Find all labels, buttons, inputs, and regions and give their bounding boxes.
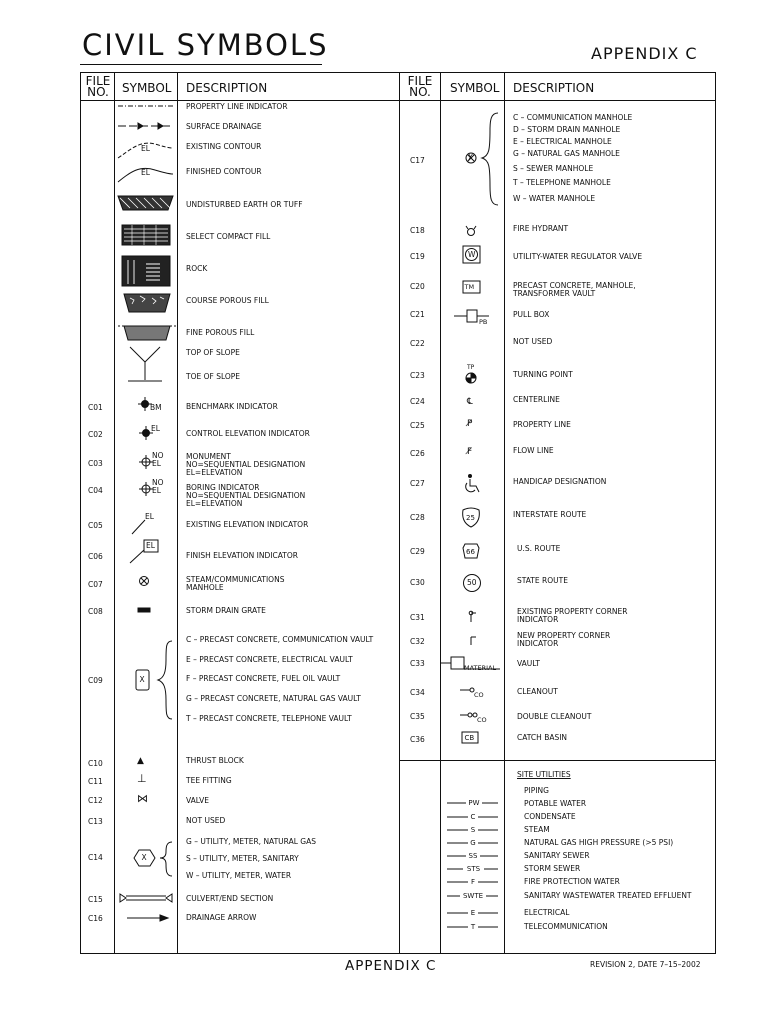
- revision-date: REVISION 2, DATE 7–15–2002: [590, 960, 701, 969]
- file-no: C27: [410, 479, 425, 488]
- footer-appendix: APPENDIX C: [345, 958, 437, 974]
- file-no: C36: [410, 735, 425, 744]
- desc-valve: VALVE: [186, 796, 210, 805]
- file-no: C22: [410, 339, 425, 348]
- desc-c09-item: E – PRECAST CONCRETE, ELECTRICAL VAULT: [186, 655, 353, 664]
- file-no: C21: [410, 310, 425, 319]
- desc-boring: BORING INDICATOR NO=SEQUENTIAL DESIGNATION EL=ELEVATION: [186, 483, 306, 508]
- monument-no-el: NO EL: [152, 451, 164, 468]
- file-no: C16: [88, 914, 103, 923]
- desc-property-line-indicator: PROPERTY LINE INDICATOR: [186, 102, 288, 111]
- utility-code: F: [470, 878, 476, 886]
- c17-x: X: [468, 153, 474, 162]
- desc-control-elevation: CONTROL ELEVATION INDICATOR: [186, 429, 310, 438]
- utility-code: PW: [468, 799, 480, 807]
- file-no: C09: [88, 676, 103, 685]
- c34-co: CO: [474, 691, 484, 699]
- file-no: C11: [88, 777, 103, 786]
- utility-desc: CONDENSATE: [524, 812, 576, 821]
- utility-meter-icon: [134, 842, 172, 876]
- desc-cleanout: CLEANOUT: [517, 687, 558, 696]
- surface-drainage-icon: [118, 123, 173, 129]
- benchmark-bm: BM: [150, 403, 162, 412]
- undisturbed-earth-icon: [118, 196, 173, 210]
- desc-select-compact-fill: SELECT COMPACT FILL: [186, 232, 271, 241]
- drainage-arrow-icon: [127, 915, 168, 921]
- file-no: C12: [88, 796, 103, 805]
- utility-code: C: [470, 813, 476, 821]
- file-no: C15: [88, 895, 103, 904]
- fine-porous-fill-icon: [118, 326, 176, 340]
- centerline-icon: ℄: [467, 397, 473, 407]
- desc-existing-property-corner: EXISTING PROPERTY CORNER INDICATOR: [517, 607, 628, 624]
- desc-culvert: CULVERT/END SECTION: [186, 894, 274, 903]
- desc-transformer-vault: PRECAST CONCRETE, MANHOLE, TRANSFORMER VAULT: [513, 281, 636, 298]
- file-no: C03: [88, 459, 103, 468]
- control-el: EL: [151, 424, 160, 433]
- desc-c09-item: G – PRECAST CONCRETE, NATURAL GAS VAULT: [186, 694, 361, 703]
- file-no: C20: [410, 282, 425, 291]
- finished-contour-el: EL: [141, 168, 150, 177]
- utility-desc: STEAM: [524, 825, 550, 834]
- utility-desc: NATURAL GAS HIGH PRESSURE (>5 PSI): [524, 838, 674, 847]
- existing-contour-el: EL: [141, 144, 150, 153]
- thrust-block-icon: ▲: [137, 756, 144, 766]
- desc-turning-point: TURNING POINT: [513, 370, 573, 379]
- turning-point-icon: [466, 373, 476, 383]
- fire-hydrant-icon: [466, 226, 476, 236]
- utility-code: G: [470, 839, 476, 847]
- boring-indicator-icon: [139, 482, 153, 496]
- file-no: C29: [410, 547, 425, 556]
- file-no: C08: [88, 607, 103, 616]
- file-no: C01: [88, 403, 103, 412]
- desc-vault: VAULT: [517, 659, 540, 668]
- utility-desc: TELECOMMUNICATION: [524, 922, 608, 931]
- desc-us-route: U.S. ROUTE: [517, 544, 561, 553]
- desc-c09-item: F – PRECAST CONCRETE, FUEL OIL VAULT: [186, 674, 341, 683]
- desc-pull-box: PULL BOX: [513, 310, 550, 319]
- top-of-slope-icon: [130, 347, 160, 380]
- utility-code: T: [470, 923, 476, 931]
- tee-fitting-icon: ⊥: [137, 772, 147, 785]
- desc-c17-item: D – STORM DRAIN MANHOLE: [513, 125, 621, 134]
- utility-code: SWTE: [462, 892, 484, 900]
- flow-line-icon: F̸: [467, 447, 473, 457]
- existing-elev-el: EL: [145, 512, 154, 521]
- c20-tm: TM: [464, 283, 475, 291]
- desc-existing-elevation: EXISTING ELEVATION INDICATOR: [186, 520, 309, 529]
- file-no: C14: [88, 853, 103, 862]
- desc-c14-item: S – UTILITY, METER, SANITARY: [186, 854, 299, 863]
- site-utilities-piping: PIPING: [524, 786, 549, 795]
- header-symbol: SYMBOL: [122, 81, 172, 95]
- page-title: CIVIL SYMBOLS: [82, 28, 329, 62]
- c28-25: 25: [466, 514, 475, 522]
- desc-state-route: STATE ROUTE: [517, 576, 568, 585]
- c35-co: CO: [477, 716, 487, 724]
- storm-drain-grate-icon: [138, 608, 150, 612]
- file-no: C25: [410, 421, 425, 430]
- handicap-icon: [466, 475, 479, 493]
- desc-fine-porous-fill: FINE POROUS FILL: [186, 328, 255, 337]
- utility-code: E: [470, 909, 476, 917]
- existing-property-corner-icon: [469, 611, 476, 622]
- desc-double-cleanout: DOUBLE CLEANOUT: [517, 712, 592, 721]
- utility-desc: SANITARY SEWER: [524, 851, 590, 860]
- file-no: C26: [410, 449, 425, 458]
- desc-c17-item: T – TELEPHONE MANHOLE: [513, 178, 611, 187]
- file-no: C10: [88, 759, 103, 768]
- appendix-label: APPENDIX C: [591, 44, 698, 63]
- file-no: C35: [410, 712, 425, 721]
- file-no: C28: [410, 513, 425, 522]
- file-no: C34: [410, 688, 425, 697]
- desc-finished-contour: FINISHED CONTOUR: [186, 167, 262, 176]
- desc-c17-item: E – ELECTRICAL MANHOLE: [513, 137, 612, 146]
- file-no: C17: [410, 156, 425, 165]
- file-no: C23: [410, 371, 425, 380]
- header-file-no: FILE NO.: [85, 74, 111, 99]
- desc-drainage-arrow: DRAINAGE ARROW: [186, 913, 257, 922]
- desc-toe-of-slope: TOE OF SLOPE: [186, 372, 241, 381]
- desc-tee-fitting: TEE FITTING: [186, 776, 232, 785]
- header-file-no-right: FILE NO.: [407, 74, 433, 99]
- c14-x: X: [141, 853, 147, 862]
- desc-undisturbed-earth: UNDISTURBED EARTH OR TUFF: [186, 200, 303, 209]
- property-line-icon: P̸: [467, 419, 473, 429]
- file-no: C13: [88, 817, 103, 826]
- utility-desc: POTABLE WATER: [524, 799, 587, 808]
- desc-property-line: PROPERTY LINE: [513, 420, 571, 429]
- file-no: C30: [410, 578, 425, 587]
- desc-top-of-slope: TOP OF SLOPE: [186, 348, 240, 357]
- desc-surface-drainage: SURFACE DRAINAGE: [186, 122, 262, 131]
- c29-66: 66: [466, 548, 475, 556]
- desc-existing-contour: EXISTING CONTOUR: [186, 142, 262, 151]
- file-no: C06: [88, 552, 103, 561]
- valve-icon: ⋈: [137, 792, 148, 805]
- desc-c14-item: G – UTILITY, METER, NATURAL GAS: [186, 837, 316, 846]
- c33-material: MATERIAL: [464, 664, 497, 672]
- desc-c17-item: C – COMMUNICATION MANHOLE: [513, 113, 633, 122]
- header-description-right: DESCRIPTION: [513, 81, 595, 95]
- header-description: DESCRIPTION: [186, 81, 268, 95]
- desc-c09-item: C – PRECAST CONCRETE, COMMUNICATION VAULT: [186, 635, 374, 644]
- monument-icon: [139, 455, 153, 469]
- file-no: C04: [88, 486, 103, 495]
- desc-storm-drain-grate: STORM DRAIN GRATE: [186, 606, 266, 615]
- utility-code: SS: [468, 852, 478, 860]
- desc-not-used-c13: NOT USED: [186, 816, 226, 825]
- utility-code: S: [470, 826, 476, 834]
- desc-c17-item: S – SEWER MANHOLE: [513, 164, 594, 173]
- desc-handicap: HANDICAP DESIGNATION: [513, 477, 607, 486]
- existing-elevation-icon: [132, 520, 145, 534]
- desc-finish-elevation: FINISH ELEVATION INDICATOR: [186, 551, 298, 560]
- desc-benchmark: BENCHMARK INDICATOR: [186, 402, 278, 411]
- file-no: C07: [88, 580, 103, 589]
- desc-catch-basin: CATCH BASIN: [517, 733, 568, 742]
- desc-monument: MONUMENT NO=SEQUENTIAL DESIGNATION EL=ELEVATION: [186, 452, 306, 477]
- boring-no-el: NO EL: [152, 478, 164, 495]
- file-no: C18: [410, 226, 425, 235]
- desc-flow-line: FLOW LINE: [513, 446, 554, 455]
- utility-desc: STORM SEWER: [524, 864, 581, 873]
- desc-interstate: INTERSTATE ROUTE: [513, 510, 587, 519]
- c09-x: X: [139, 675, 145, 684]
- utility-desc: SANITARY WASTEWATER TREATED EFFLUENT: [524, 891, 692, 900]
- culvert-icon: [120, 894, 172, 902]
- desc-fire-hydrant: FIRE HYDRANT: [513, 224, 569, 233]
- desc-thrust-block: THRUST BLOCK: [186, 756, 244, 765]
- c21-pb: PB: [479, 318, 488, 326]
- file-no: C02: [88, 430, 103, 439]
- c19-w: W: [468, 250, 476, 259]
- desc-steam-manhole: STEAM/COMMUNICATIONS MANHOLE: [186, 575, 285, 592]
- file-no: C19: [410, 252, 425, 261]
- c36-cb: CB: [464, 734, 475, 742]
- cleanout-icon: [460, 688, 474, 692]
- course-porous-fill-icon: [124, 294, 170, 312]
- file-no: C05: [88, 521, 103, 530]
- steam-manhole-icon: [140, 577, 149, 586]
- desc-c09-item: T – PRECAST CONCRETE, TELEPHONE VAULT: [186, 714, 352, 723]
- utility-code: STS: [466, 865, 481, 873]
- utility-desc: ELECTRICAL: [524, 908, 570, 917]
- new-property-corner-icon: [471, 637, 476, 645]
- desc-rock: ROCK: [186, 264, 208, 273]
- finish-elev-el: EL: [146, 541, 155, 550]
- desc-new-property-corner: NEW PROPERTY CORNER INDICATOR: [517, 631, 611, 648]
- desc-centerline: CENTERLINE: [513, 395, 560, 404]
- desc-water-regulator: UTILITY-WATER REGULATOR VALVE: [513, 252, 643, 261]
- site-utilities-heading: SITE UTILITIES: [517, 770, 571, 779]
- desc-c14-item: W – UTILITY, METER, WATER: [186, 871, 292, 880]
- file-no: C24: [410, 397, 425, 406]
- file-no: C32: [410, 637, 425, 646]
- desc-not-used-c22: NOT USED: [513, 337, 553, 346]
- header-symbol-right: SYMBOL: [450, 81, 500, 95]
- rock-icon: [122, 256, 170, 286]
- desc-c17-item: W – WATER MANHOLE: [513, 194, 596, 203]
- desc-c17-item: G – NATURAL GAS MANHOLE: [513, 149, 620, 158]
- file-no: C33: [410, 659, 425, 668]
- select-compact-fill-icon: [122, 225, 170, 245]
- double-cleanout-icon: [460, 713, 477, 717]
- c23-tp: TP: [467, 364, 475, 371]
- utility-desc: FIRE PROTECTION WATER: [524, 877, 620, 886]
- desc-course-porous-fill: COURSE POROUS FILL: [186, 296, 269, 305]
- c30-50: 50: [467, 578, 477, 587]
- file-no: C31: [410, 613, 425, 622]
